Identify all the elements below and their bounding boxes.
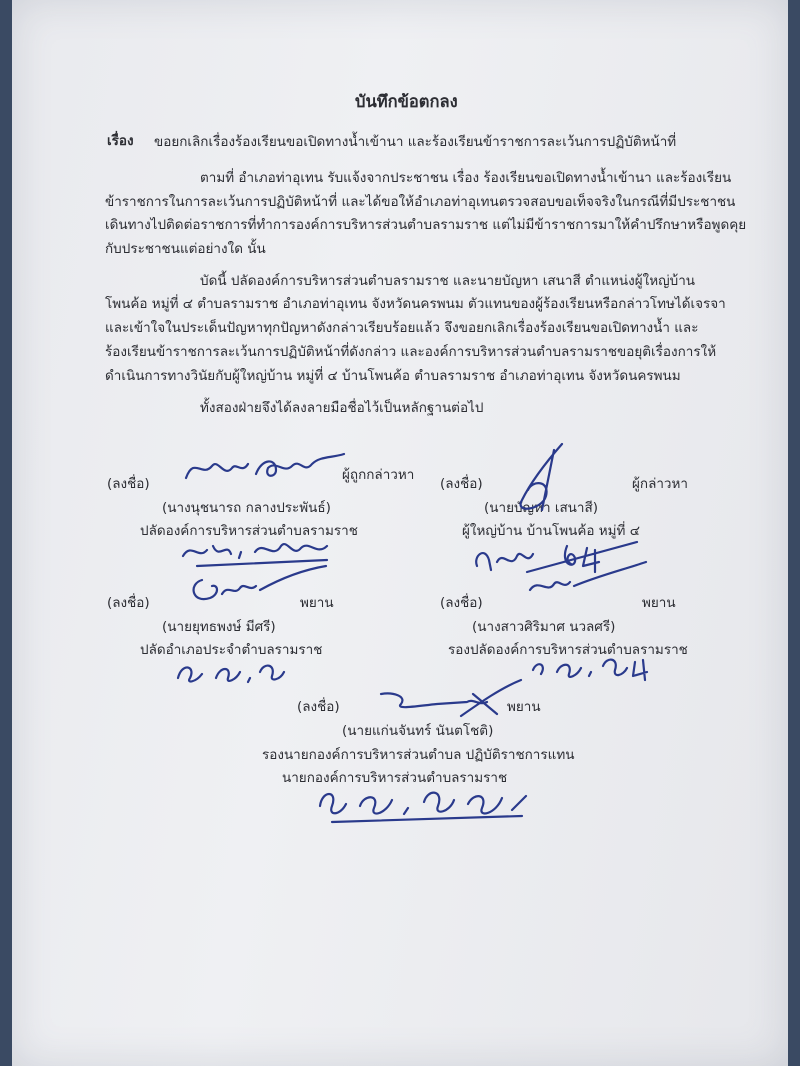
witness3-name: (นายแก่นจันทร์ นันตโชติ) <box>342 723 494 739</box>
para2-line: บัดนี้ ปลัดองค์การบริหารส่วนตำบลรามราช และนายบัญหา เสนาสี ตำแหน่งผู้ใหญ่บ้าน <box>200 273 696 289</box>
witness2-position: รองปลัดองค์การบริหารส่วนตำบลรามราช <box>448 642 688 658</box>
subject-text: ขอยกเลิกเรื่องร้องเรียนขอเปิดทางน้ำเข้านา และร้องเรียนข้าราชการละเว้นการปฏิบัติหน้าที่ <box>154 134 677 150</box>
document-page <box>12 0 788 1066</box>
para2-line: ดำเนินการทางวินัยกับผู้ใหญ่บ้าน หมู่ที่ ๔ บ้านโพนค้อ ตำบลรามราช อำเภอท่าอุเทน จังหวัดนครพนม <box>105 368 681 384</box>
witness2-signature <box>522 560 652 600</box>
witness1-name: (นายยุทธพงษ์ มีศรี) <box>162 619 276 635</box>
sign-label-witness2: (ลงชื่อ) <box>440 595 483 611</box>
sign-label-witness1: (ลงชื่อ) <box>107 595 150 611</box>
sign-label-accused: (ลงชื่อ) <box>107 476 150 492</box>
witness1-role: พยาน <box>300 595 334 611</box>
witness3-signature <box>377 676 527 724</box>
document-title: บันทึกข้อตกลง <box>355 92 458 111</box>
sign-label-accuser: (ลงชื่อ) <box>440 476 483 492</box>
closing-line: ทั้งสองฝ่ายจึงได้ลงลายมือชื่อไว้เป็นหลักฐานต่อไป <box>200 400 484 416</box>
witness1-position: ปลัดอำเภอประจำตำบลรามราช <box>140 642 323 658</box>
witness1-signature <box>182 560 332 610</box>
accused-role: ผู้ถูกกล่าวหา <box>342 467 415 483</box>
accused-name: (นางนุชนารถ กลางประพันธ์) <box>162 500 331 516</box>
accuser-signature <box>502 440 592 520</box>
witness3-position-1: รองนายกองค์การบริหารส่วนตำบล ปฏิบัติราชการแทน <box>262 747 575 763</box>
para2-line: โพนค้อ หมู่ที่ ๔ ตำบลรามราช อำเภอท่าอุเทน จังหวัดนครพนม ตัวแทนของผู้ร้องเรียนหรือกล่าวโทษได้เจรจา <box>105 296 726 312</box>
para1-line: เดินทางไปติดต่อราชการที่ทำการองค์การบริหารส่วนตำบลรามราช แต่ไม่มีข้าราชการมาให้คำปรึกษาหรือพูดคุย <box>105 217 747 233</box>
witness1-signature-date <box>172 652 292 688</box>
para2-line: ร้องเรียนข้าราชการละเว้นการปฏิบัติหน้าที่ดังกล่าว และองค์การบริหารส่วนตำบลรามราชขอยุติเรื่องการให้ <box>105 344 717 360</box>
para2-line: และเข้าใจในประเด็นปัญหาทุกปัญหาดังกล่าวเรียบร้อยแล้ว จึงขอยกเลิกเรื่องร้องเรียนขอเปิดทางน้ำ และ <box>105 320 699 336</box>
para1-line: ตามที่ อำเภอท่าอุเทน รับแจ้งจากประชาชน เรื่อง ร้องเรียนขอเปิดทางน้ำเข้านา และร้องเรียน <box>200 170 732 186</box>
sign-label-witness3: (ลงชื่อ) <box>297 699 340 715</box>
subject-label: เรื่อง <box>107 133 134 149</box>
para1-line: กับประชาชนแต่อย่างใด นั้น <box>105 241 266 257</box>
witness3-role: พยาน <box>507 699 541 715</box>
witness2-role: พยาน <box>642 595 676 611</box>
accuser-name: (นายบัญหา เสนาสี) <box>484 500 598 516</box>
witness3-signature-date <box>312 776 542 826</box>
para1-line: ข้าราชการในการละเว้นการปฏิบัติหน้าที่ และได้ขอให้อำเภอท่าอุเทนตรวจสอบขอเท็จจริงในกรณีที่มีประชาชน <box>105 194 736 210</box>
witness2-name: (นางสาวศิริมาศ นวลศรี) <box>472 619 616 635</box>
accused-signature <box>172 448 352 488</box>
accuser-position: ผู้ใหญ่บ้าน บ้านโพนค้อ หมู่ที่ ๔ <box>462 523 640 539</box>
witness3-position-2: นายกองค์การบริหารส่วนตำบลรามราช <box>282 770 508 786</box>
accuser-role: ผู้กล่าวหา <box>632 476 688 492</box>
accused-position: ปลัดองค์การบริหารส่วนตำบลรามราช <box>140 523 358 539</box>
witness2-signature-date <box>527 648 667 684</box>
